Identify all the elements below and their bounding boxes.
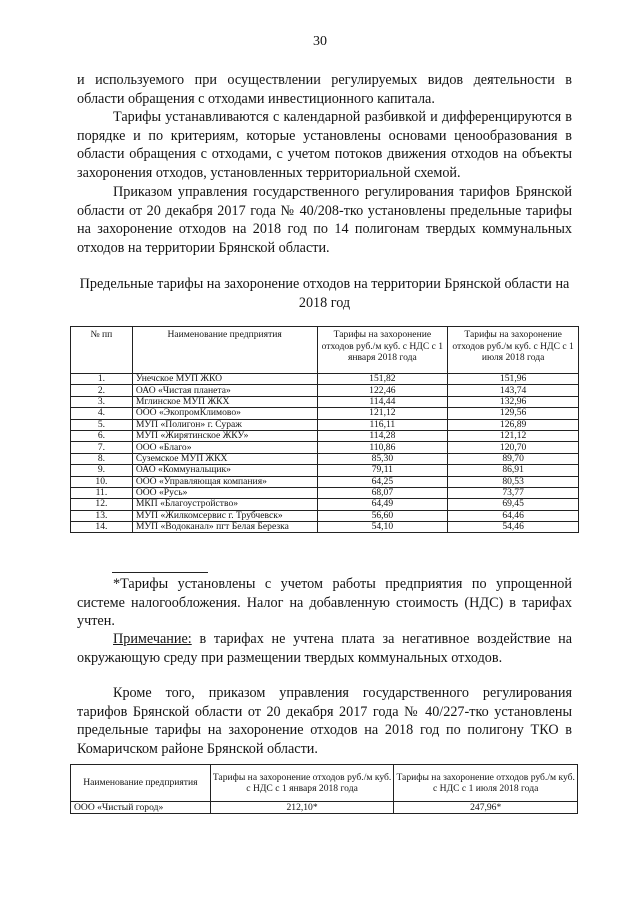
table1-cell-num: 9.	[71, 465, 133, 476]
table1-cell-num: 10.	[71, 476, 133, 487]
table1-cell-jul: 121,12	[448, 430, 579, 441]
table1-cell-name: ООО «Управляющая компания»	[132, 476, 317, 487]
table1-cell-name: МКП «Благоустройство»	[132, 499, 317, 510]
table1-cell-num: 8.	[71, 453, 133, 464]
table1-header-jul: Тарифы на захоронение отходов руб./м куб. с НДС с 1 июля 2018 года	[448, 327, 579, 374]
table1-title: Предельные тарифы на захоронение отходов на территории Брянской области на 2018 год	[79, 276, 570, 311]
paragraph-4: Кроме того, приказом управления государственного регулирования тарифов Брянской области от 20 декабря 2017 года № 40/227-тко установлены предельные тарифы на захоронение отходов на 2018 год по полигону ТКО в Комаричском районе Брянской области.	[77, 685, 572, 757]
table2-cell-jan: 212,10*	[210, 802, 394, 814]
table1-cell-jan: 114,44	[317, 396, 448, 407]
paragraph-2: Тарифы устанавливаются с календарной разбивкой и дифференцируются в порядке и по критериям, которые установлены основами ценообразования в области обращения с отходами, с учетом потоков движения отходов на объекты захоронения отходов, установленных территориальной схемой.	[77, 109, 572, 181]
table1-header-name: Наименование предприятия	[132, 327, 317, 374]
table-row	[71, 465, 579, 476]
table1-cell-num: 13.	[71, 510, 133, 521]
table1-cell-name: ООО «ЭкопромКлимово»	[132, 408, 317, 419]
table1-cell-jan: 85,30	[317, 453, 448, 464]
table1-cell-jul: 120,70	[448, 442, 579, 453]
table1-cell-name: ООО «Русь»	[132, 487, 317, 498]
table1-cell-num: 3.	[71, 396, 133, 407]
table1-cell-jan: 56,60	[317, 510, 448, 521]
table1-cell-jul: 143,74	[448, 385, 579, 396]
table1-cell-num: 6.	[71, 430, 133, 441]
table-row	[71, 385, 579, 396]
table2-cell-jul: 247,96*	[394, 802, 578, 814]
table1-cell-name: Мглинское МУП ЖКХ	[132, 396, 317, 407]
table1-cell-name: Суземское МУП ЖКХ	[132, 453, 317, 464]
table1-cell-jul: 132,96	[448, 396, 579, 407]
table-row	[71, 442, 579, 453]
tariff-table-1	[70, 326, 579, 533]
table1-cell-jan: 151,82	[317, 374, 448, 385]
table1-header-num: № пп	[71, 327, 133, 374]
table1-header-jan: Тарифы на захоронение отходов руб./м куб. с НДС с 1 января 2018 года	[317, 327, 448, 374]
paragraph-3: Приказом управления государственного регулирования тарифов Брянской области от 20 декабря 2017 года № 40/208-тко установлены предельные тарифы на захоронение отходов на 2018 год по 14 полигонам твердых коммунальных отходов на территории Брянской области.	[77, 184, 572, 256]
table1-cell-name: ООО «Благо»	[132, 442, 317, 453]
table1-cell-jul: 73,77	[448, 487, 579, 498]
table1-cell-jan: 64,49	[317, 499, 448, 510]
table1-cell-num: 2.	[71, 385, 133, 396]
table1-cell-jul: 126,89	[448, 419, 579, 430]
table1-header-row	[71, 327, 579, 374]
table1-cell-jul: 80,53	[448, 476, 579, 487]
table2-header-row	[71, 765, 578, 802]
table-row	[71, 396, 579, 407]
table1-cell-num: 11.	[71, 487, 133, 498]
table2-header-jan: Тарифы на захоронение отходов руб./м куб. с НДС с 1 января 2018 года	[210, 765, 394, 802]
table1-cell-name: МУП «Водоканал» пгт Белая Березка	[132, 522, 317, 533]
table-row	[71, 453, 579, 464]
note-label: Примечание:	[113, 631, 192, 647]
table-row	[71, 510, 579, 521]
paragraph-1: и используемого при осуществлении регулируемых видов деятельности в области обращения с отходами инвестиционного капитала.	[77, 72, 572, 107]
table1-cell-jan: 110,86	[317, 442, 448, 453]
table1-cell-name: МУП «Жилкомсервис г. Трубчевск»	[132, 510, 317, 521]
table1-cell-num: 5.	[71, 419, 133, 430]
table1-cell-num: 1.	[71, 374, 133, 385]
table-row	[71, 374, 579, 385]
table1-cell-name: Унечское МУП ЖКО	[132, 374, 317, 385]
table1-cell-num: 4.	[71, 408, 133, 419]
table-row	[71, 522, 579, 533]
table-row	[71, 419, 579, 430]
table1-cell-jan: 54,10	[317, 522, 448, 533]
table1-cell-jul: 151,96	[448, 374, 579, 385]
table1-cell-jul: 69,45	[448, 499, 579, 510]
table1-cell-num: 14.	[71, 522, 133, 533]
table1-cell-name: МУП «Полигон» г. Сураж	[132, 419, 317, 430]
table1-cell-jan: 114,28	[317, 430, 448, 441]
table1-cell-jan: 68,07	[317, 487, 448, 498]
table-row	[71, 430, 579, 441]
table-row	[71, 476, 579, 487]
table1-cell-jul: 64,46	[448, 510, 579, 521]
table1-cell-jul: 89,70	[448, 453, 579, 464]
table1-cell-jul: 129,56	[448, 408, 579, 419]
page-number: 30	[313, 34, 327, 49]
table2-header-jul: Тарифы на захоронение отходов руб./м куб. с НДС с 1 июля 2018 года	[394, 765, 578, 802]
table-row	[71, 408, 579, 419]
table1-cell-jan: 122,46	[317, 385, 448, 396]
table2-cell-name: ООО «Чистый город»	[71, 802, 211, 814]
table1-cell-jan: 116,11	[317, 419, 448, 430]
table1-cell-jan: 79,11	[317, 465, 448, 476]
table1-cell-jan: 64,25	[317, 476, 448, 487]
table1-cell-name: ОАО «Коммунальщик»	[132, 465, 317, 476]
table1-cell-jul: 86,91	[448, 465, 579, 476]
tariff-table-2	[70, 764, 578, 814]
table1-body	[71, 374, 579, 533]
table1-cell-num: 7.	[71, 442, 133, 453]
table2-row	[71, 802, 578, 814]
note-text: в тарифах не учтена плата за негативное воздействие на окружающую среду при размещении твердых коммунальных отходов.	[77, 631, 572, 666]
footnote-text: *Тарифы установлены с учетом работы предприятия по упрощенной системе налогообложения. Налог на добавленную стоимость (НДС) в тарифах учтен.	[77, 576, 572, 629]
table-row	[71, 487, 579, 498]
note-paragraph	[77, 630, 572, 667]
table1-cell-name: ОАО «Чистая планета»	[132, 385, 317, 396]
table-row	[71, 499, 579, 510]
table1-cell-jul: 54,46	[448, 522, 579, 533]
table1-cell-name: МУП «Жирятинское ЖКУ»	[132, 430, 317, 441]
table2-header-name: Наименование предприятия	[71, 765, 211, 802]
table1-cell-num: 12.	[71, 499, 133, 510]
table1-cell-jan: 121,12	[317, 408, 448, 419]
footnote-divider	[112, 572, 208, 573]
